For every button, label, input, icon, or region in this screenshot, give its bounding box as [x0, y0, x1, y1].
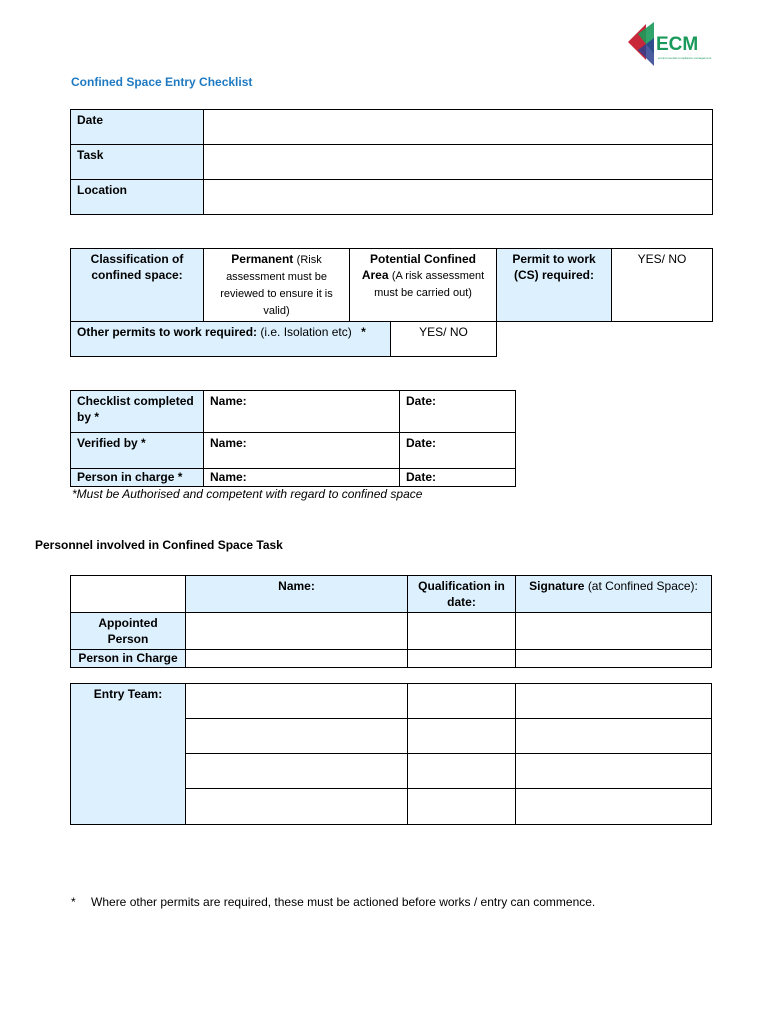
entry-team-signature[interactable]	[516, 719, 712, 754]
entry-team-name[interactable]	[186, 789, 408, 825]
bottom-note-text: Where other permits are required, these must be actioned before works / entry can commence.	[91, 895, 596, 909]
company-logo	[624, 20, 712, 68]
entry-team-qualification[interactable]	[408, 754, 516, 789]
task-field[interactable]	[204, 145, 713, 180]
authorisation-footnote: *Must be Authorised and competent with regard to confined space	[72, 487, 423, 501]
signature-label: Signature	[529, 579, 585, 593]
classification-label: Classification of confined space:	[71, 249, 204, 322]
empty-cell	[497, 322, 713, 357]
personnel-header-blank	[71, 576, 186, 613]
entry-team-name[interactable]	[186, 754, 408, 789]
person-in-charge-label: Person in charge *	[71, 469, 204, 487]
permanent-note: (Risk assessment must be reviewed to ensure it is valid)	[220, 254, 333, 317]
completed-by-label: Checklist completed by *	[71, 391, 204, 433]
person-in-charge-name[interactable]: Name:	[204, 469, 400, 487]
classification-table	[70, 248, 713, 357]
person-in-charge-row-signature[interactable]	[516, 650, 712, 668]
completed-by-name[interactable]: Name:	[204, 391, 400, 433]
personnel-header-name: Name:	[186, 576, 408, 613]
entry-team-name[interactable]	[186, 684, 408, 719]
personnel-table	[70, 575, 712, 668]
verified-by-label: Verified by *	[71, 433, 204, 469]
location-field[interactable]	[204, 180, 713, 215]
bottom-note-star: *	[71, 895, 76, 909]
other-permits-cell	[71, 322, 391, 357]
signature-note: (at Confined Space):	[587, 579, 698, 593]
appointed-person-label: Appointed Person	[71, 613, 186, 650]
date-field[interactable]	[204, 110, 713, 145]
other-permits-value[interactable]: YES/ NO	[391, 322, 497, 357]
logo-text: ECM	[656, 34, 699, 55]
potential-label: Potential Confined Area	[361, 252, 476, 282]
permit-label: Permit to work (CS) required:	[497, 249, 612, 322]
potential-option[interactable]	[350, 249, 497, 322]
date-label: Date	[71, 110, 204, 145]
potential-note: (A risk assessment must be carried out)	[374, 270, 485, 299]
location-label: Location	[71, 180, 204, 215]
other-permits-note: (i.e. Isolation etc)	[260, 325, 352, 339]
person-in-charge-row-name[interactable]	[186, 650, 408, 668]
entry-team-table	[70, 683, 712, 825]
appointed-person-name[interactable]	[186, 613, 408, 650]
entry-team-name[interactable]	[186, 719, 408, 754]
verified-by-name[interactable]: Name:	[204, 433, 400, 469]
permanent-option[interactable]	[204, 249, 350, 322]
task-label: Task	[71, 145, 204, 180]
entry-team-label: Entry Team:	[71, 684, 186, 825]
person-in-charge-date[interactable]: Date:	[400, 469, 516, 487]
other-permits-label: Other permits to work required:	[77, 325, 258, 339]
info-table	[70, 109, 713, 215]
entry-team-signature[interactable]	[516, 684, 712, 719]
entry-team-qualification[interactable]	[408, 719, 516, 754]
logo-tagline: environmental compliance management	[658, 56, 712, 60]
other-permits-star: *	[361, 325, 366, 339]
personnel-header-qualification: Qualification in date:	[408, 576, 516, 613]
page-title: Confined Space Entry Checklist	[71, 75, 253, 89]
entry-team-signature[interactable]	[516, 789, 712, 825]
appointed-person-signature[interactable]	[516, 613, 712, 650]
signoff-table	[70, 390, 516, 487]
appointed-person-qualification[interactable]	[408, 613, 516, 650]
entry-team-signature[interactable]	[516, 754, 712, 789]
personnel-heading: Personnel involved in Confined Space Task	[35, 538, 283, 552]
completed-by-date[interactable]: Date:	[400, 391, 516, 433]
permanent-label: Permanent	[231, 252, 294, 266]
bottom-note	[71, 895, 595, 909]
personnel-header-signature	[516, 576, 712, 613]
verified-by-date[interactable]: Date:	[400, 433, 516, 469]
entry-team-qualification[interactable]	[408, 684, 516, 719]
entry-team-qualification[interactable]	[408, 789, 516, 825]
permit-value[interactable]: YES/ NO	[612, 249, 713, 322]
person-in-charge-row-qualification[interactable]	[408, 650, 516, 668]
person-in-charge-row-label: Person in Charge	[71, 650, 186, 668]
